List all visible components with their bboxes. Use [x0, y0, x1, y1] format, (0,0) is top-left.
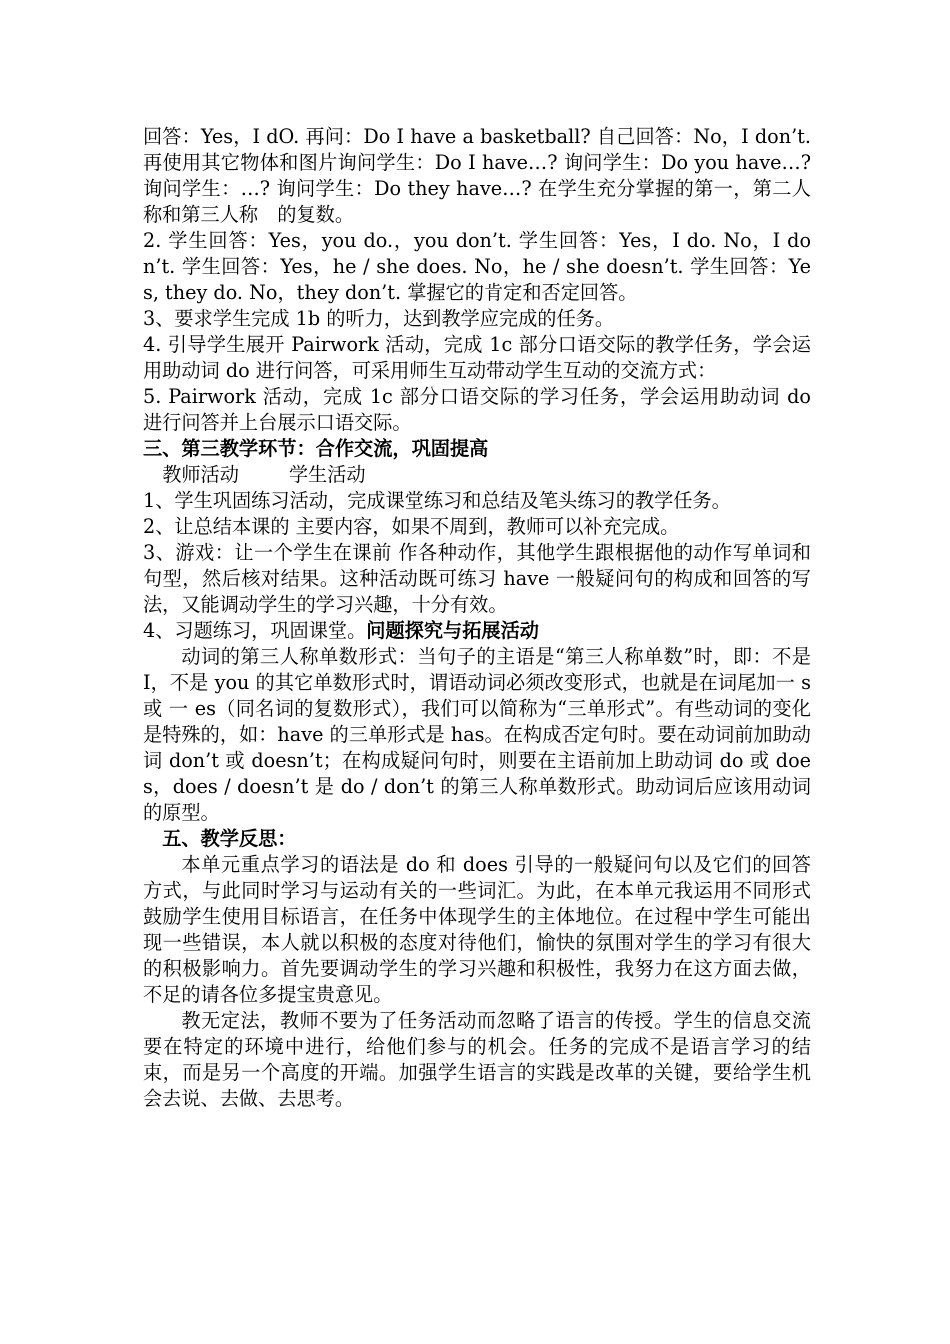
paragraph-pairwork-activity: 5. Pairwork 活动，完成 1c 部分口语交际的学习任务，学会运用助动词 do 进行问答并上台展示口语交际。 [143, 385, 811, 434]
section3-item-1: 1、学生巩固练习活动，完成课堂练习和总结及笔头练习的教学任务。 [143, 489, 731, 512]
paragraph-pairwork-guide: 4. 引导学生展开 Pairwork 活动，完成 1c 部分口语交际的教学任务，学会运用助动词 do 进行问答，可采用师生互动带动学生互动的交流方式： [143, 333, 811, 382]
paragraph-student-answers: 2. 学生回答：Yes，you do.，you don’t. 学生回答：Yes，I do. No，I don’t. 学生回答：Yes，he / she does. No，he / she doesn’t. 学生回答：Yes, they do. No，they don’t. 掌握它的肯定和否定回答。 [143, 229, 811, 304]
reflection-paragraph-1: 本单元重点学习的语法是 do 和 does 引导的一般疑问句以及它们的回答方式，与此同时学习与运动有关的一些词汇。为此，在本单元我运用不同形式鼓励学生使用目标语言，在任务中体现学生的主体地位。在过程中学生可能出现一些错误，本人就以积极的态度对待他们，愉快的氛围对学生的学习有很大的积极影响力。首先要调动学生的学习兴趣和积极性，我努力在这方面去做，不足的请各位多提宝贵意见。 [143, 853, 811, 1006]
section3-item-4 [143, 618, 811, 644]
document-page [143, 124, 811, 1112]
item4-bold-heading: 问题探究与拓展活动 [366, 619, 539, 642]
paragraph-listening-task: 3、要求学生完成 1b 的听力，达到教学应完成的任务。 [143, 307, 615, 330]
item4-text: 4、习题练习，巩固课堂。 [143, 619, 367, 642]
section3-item-2: 2、让总结本课的 主要内容，如果不周到，教师可以补充完成。 [143, 515, 680, 538]
section3-subheader [143, 462, 811, 488]
section3-item-3: 3、游戏：让一个学生在课前 作各种动作，其他学生跟根据他的动作写单词和句型，然后核对结果。这种活动既可练习 have 一般疑问句的构成和回答的写法，又能调动学生的学习兴趣，十分有效。 [143, 541, 811, 616]
reflection-paragraph-2: 教无定法，教师不要为了任务活动而忽略了语言的传授。学生的信息交流要在特定的环境中进行，给他们参与的机会。任务的完成不是语言学习的结束，而是另一个高度的开端。加强学生语言的实践是改革的关键，要给学生机会去说、去做、去思考。 [143, 1009, 811, 1110]
section5-heading: 五、教学反思： [162, 827, 297, 850]
section3-heading: 三、第三教学环节：合作交流，巩固提高 [143, 437, 489, 460]
grammar-paragraph: 动词的第三人称单数形式：当句子的主语是“第三人称单数”时，即：不是 I，不是 you 的其它单数形式时，谓语动词必须改变形式，也就是在词尾加一 s 或 一 es（同名词的复数形式），我们可以简称为“三单形式”。有些动词的变化是特殊的，如：have 的三单形式是 has。在构成否定句时。要在动词前加助动词 don’t 或 doesn’t；在构成疑问句时，则要在主语前加上助动词 do 或 does，does / doesn’t 是 do / don’t 的第三人称单数形式。助动词后应该用动词的原型。 [143, 645, 811, 824]
student-activity-label: 学生活动 [288, 463, 366, 486]
teacher-activity-label: 教师活动 [162, 463, 239, 486]
paragraph-dialogue-intro: 回答：Yes，I dO. 再问：Do I have a basketball? 自己回答：No，I don’t. 再使用其它物体和图片询问学生：Do I have…? 询问学生：Do you have…? 询问学生：…? 询问学生：Do they have…? 在学生充分掌握的第一，第二人称和第三人称 的复数。 [143, 125, 811, 226]
